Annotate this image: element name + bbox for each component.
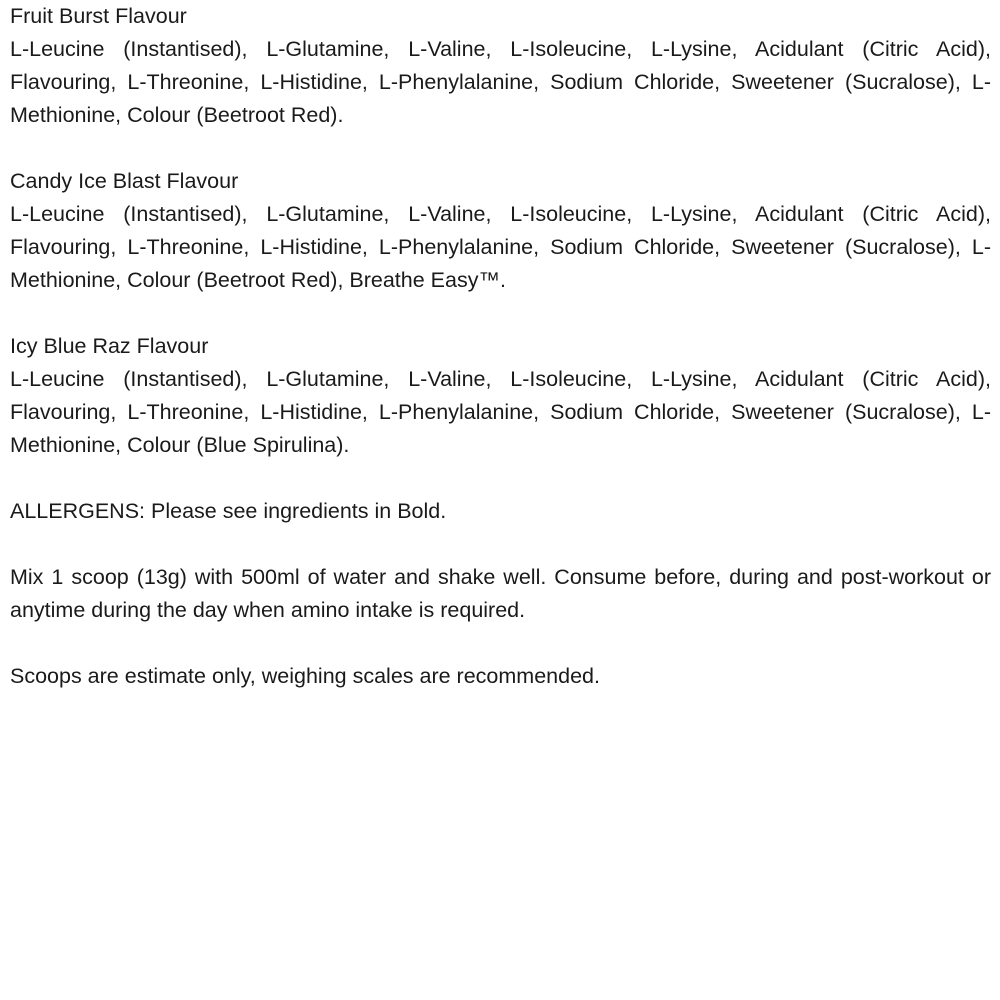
- allergens-notice: [10, 495, 991, 528]
- flavour-ingredients: L-Leucine (Instantised), L-Glutamine, L-Valine, L-Isoleucine, L-Lysine, Acidulant (Citric Acid), Flavouring, L-Threonine, L-Histidine, L-Phenylalanine, Sodium Chloride, Sweetener (Sucralose), L-Methionine, Colour (Beetroot Red).: [10, 37, 991, 127]
- ingredients-document: [10, 0, 991, 726]
- scoop-note-text: Scoops are estimate only, weighing scales are recommended.: [10, 664, 600, 688]
- directions-section: [10, 561, 991, 627]
- flavour-section-icy-blue-raz: [10, 330, 991, 462]
- directions-text: Mix 1 scoop (13g) with 500ml of water and shake well. Consume before, during and post-workout or anytime during the day when amino intake is required.: [10, 565, 991, 622]
- flavour-ingredients: L-Leucine (Instantised), L-Glutamine, L-Valine, L-Isoleucine, L-Lysine, Acidulant (Citric Acid), Flavouring, L-Threonine, L-Histidine, L-Phenylalanine, Sodium Chloride, Sweetener (Sucralose), L-Methionine, Colour (Beetroot Red), Breathe Easy™.: [10, 202, 991, 292]
- flavour-section-candy-ice-blast: [10, 165, 991, 297]
- flavour-title: Candy Ice Blast Flavour: [10, 169, 239, 193]
- flavour-section-fruit-burst: [10, 0, 991, 132]
- flavour-title: Fruit Burst Flavour: [10, 4, 187, 28]
- allergens-text: ALLERGENS: Please see ingredients in Bold.: [10, 499, 447, 523]
- flavour-title: Icy Blue Raz Flavour: [10, 334, 209, 358]
- flavour-ingredients: L-Leucine (Instantised), L-Glutamine, L-Valine, L-Isoleucine, L-Lysine, Acidulant (Citric Acid), Flavouring, L-Threonine, L-Histidine, L-Phenylalanine, Sodium Chloride, Sweetener (Sucralose), L-Methionine, Colour (Blue Spirulina).: [10, 367, 991, 457]
- scoop-note-section: [10, 660, 991, 693]
